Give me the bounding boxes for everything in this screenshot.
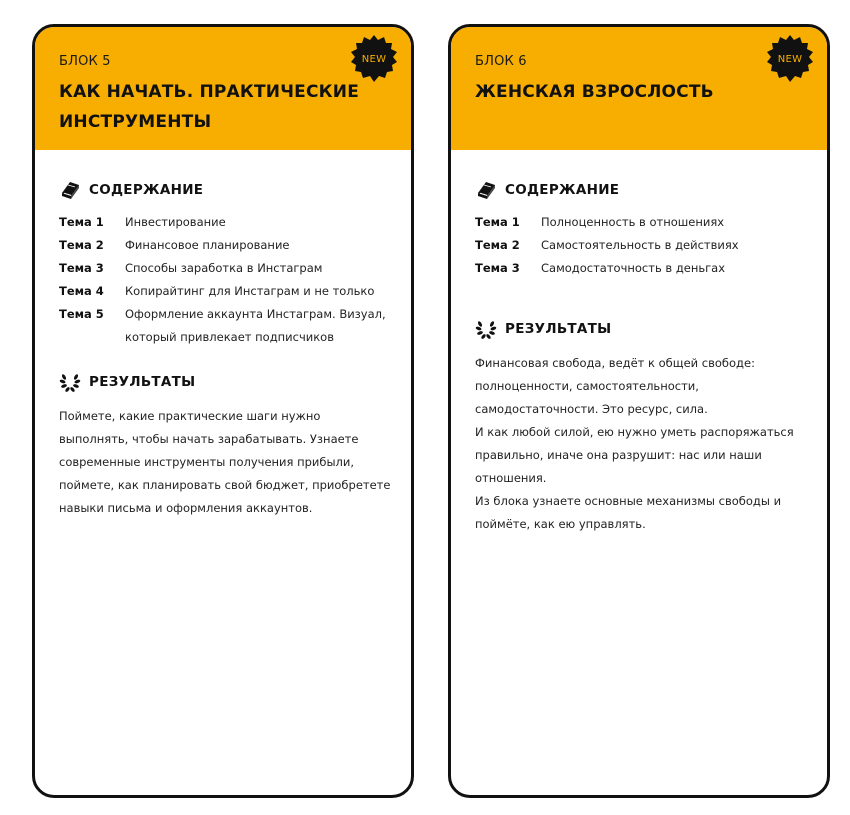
block-title: КАК НАЧАТЬ. ПРАКТИЧЕСКИЕ ИНСТРУМЕНТЫ [59,82,360,132]
topics-list [475,211,803,280]
contents-heading [59,179,387,201]
results-text: Поймете, какие практические шаги нужно выполнять, чтобы начать зарабатывать. Узнаете современные инструменты получения прибыли, поймете, как планировать свой бюджет, приобретете навыки письма и оформления аккаунтов. [59,409,391,515]
topic-title: Полноценность в отношениях [541,215,725,229]
topic-title: Инвестирование [125,215,226,229]
topic-item [475,257,803,280]
topic-number: Тема 2 [475,238,520,252]
topic-item [59,303,387,349]
card-header [451,27,827,150]
topic-item [59,211,387,234]
contents-heading [475,179,803,201]
new-badge [349,34,399,84]
laurel-icon [59,371,81,393]
topic-item [59,257,387,280]
card-body [35,179,411,520]
book-icon [59,179,81,201]
badge-text: NEW [777,53,803,65]
contents-heading-label: СОДЕРЖАНИЕ [89,182,204,198]
course-block-card-6 [448,24,830,798]
card-body [451,179,827,536]
results-heading-label: РЕЗУЛЬТАТЫ [505,321,612,337]
book-icon [475,179,497,201]
results-heading-label: РЕЗУЛЬТАТЫ [89,374,196,390]
topic-title: Самостоятельность в действиях [541,238,739,252]
topic-number: Тема 4 [59,284,104,298]
topic-title: Способы заработка в Инстаграм [125,261,323,275]
topic-number: Тема 1 [59,215,104,229]
topic-number: Тема 2 [59,238,104,252]
topic-number: Тема 3 [59,261,104,275]
topic-title: Копирайтинг для Инстаграм и не только [125,284,375,298]
laurel-icon [475,318,497,340]
topic-item [475,211,803,234]
topic-number: Тема 1 [475,215,520,229]
block-title: ЖЕНСКАЯ ВЗРОСЛОСТЬ [475,82,714,102]
new-badge [765,34,815,84]
topic-number: Тема 5 [59,307,104,321]
block-label: БЛОК 6 [475,54,527,69]
badge-text: NEW [361,53,387,65]
topic-title: Самодостаточность в деньгах [541,261,726,275]
card-header [35,27,411,150]
results-text: Финансовая свобода, ведёт к общей свободе: полноценности, самостоятельности, самодостаточности. Это ресурс, сила. И как любой силой, ею нужно уметь распоряжаться правильно, иначе она разрушит: нас или наши отношения. Из блока узнаете основные механизмы свободы и поймёте, как ею управлять. [475,356,794,531]
block-label: БЛОК 5 [59,54,111,69]
results-heading [59,371,387,393]
topics-list [59,211,387,349]
topic-item [59,280,387,303]
contents-heading-label: СОДЕРЖАНИЕ [505,182,620,198]
topic-item [475,234,803,257]
course-block-card-5 [32,24,414,798]
results-heading [475,318,803,340]
topic-title: Финансовое планирование [125,238,290,252]
topic-item [59,234,387,257]
topic-number: Тема 3 [475,261,520,275]
topic-title: Оформление аккаунта Инстаграм. Визуал, который привлекает подписчиков [125,307,386,344]
